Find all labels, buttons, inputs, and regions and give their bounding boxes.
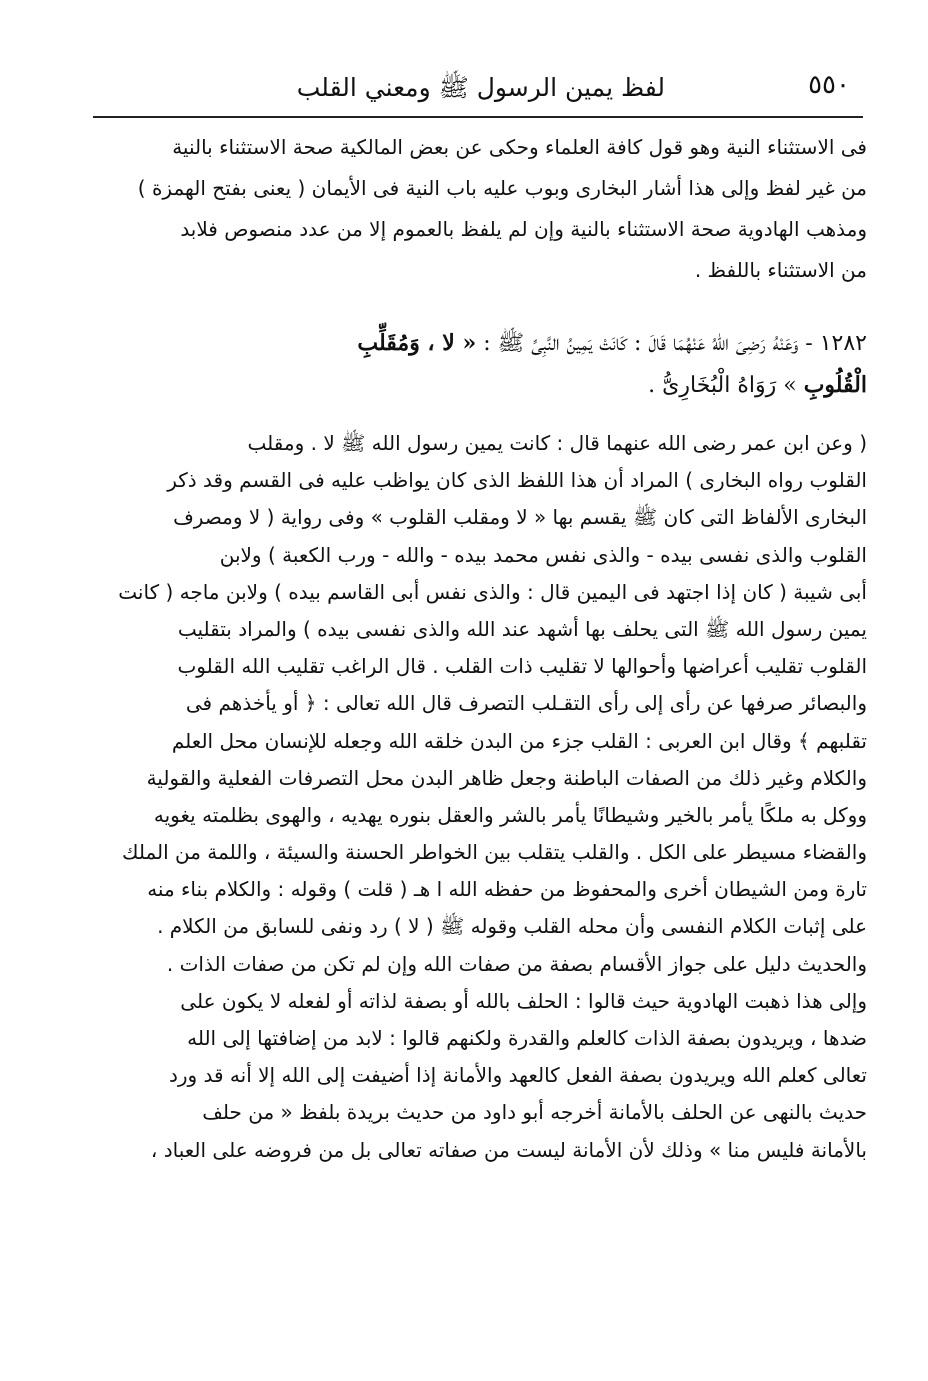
text-line: القلوب تقليب أعراضها وأحوالها لا تقليب ذات القلب . قال الراغب تقليب الله القلوب (177, 654, 867, 679)
text-line: ضدها ، ويريدون بصفة الذات كالعلم والقدرة ولكنهم قالوا : لابد من إضافتها إلى الله (187, 1026, 867, 1050)
text-line: يمين رسول الله ﷺ التى يحلف بها أشهد عند الله والذى نفسى بيده ) والمراد بتقليب (177, 616, 867, 641)
text-line: ( وعن ابن عمر رضى الله عنهما قال : كانت يمين رسول الله ﷺ لا . ومقلب (247, 431, 867, 455)
hadith-quote-part1: « لا ، وَمُقَلِّبِ (357, 330, 477, 356)
text-line: القلوب رواه البخارى ) المراد أن هذا اللفظ الذى كان يواظب عليه فى القسم وقد ذكر (167, 468, 867, 493)
intro-paragraph (95, 127, 867, 291)
commentary-paragraph (95, 425, 867, 1169)
text-line: أبى شيبة ( كان إذا اجتهد فى اليمين قال : والذى نفس أبى القاسم بيده ) ولابن ماجه ( كانت (118, 579, 867, 604)
hadith-line (95, 364, 867, 406)
text-line: على إثبات الكلام النفسى وأن محله القلب وقوله ﷺ ( لا ) رد ونفى للسابق من الكلام . (157, 914, 867, 939)
running-title: لفظ يمين الرسول ﷺ ومعني القلب (296, 73, 665, 102)
hadith-text (95, 322, 867, 406)
text-line: والحديث دليل على جواز الأقسام بصفة من صفات الله وإن لم تكن من صفات الذات . (166, 951, 867, 976)
text-line: القلوب والذى نفسى بيده - والذى نفس محمد بيده - والله - ورب الكعبة ) ولابن (219, 542, 867, 567)
text-line: البخارى الألفاظ التى كان ﷺ يقسم بها « لا ومقلب القلوب » وفى رواية ( لا ومصرف (173, 505, 867, 530)
text-line: وإلى هذا ذهبت الهادوية حيث قالوا : الحلف بالله أو بصفة لذاته أو لفعله لا يكون على (180, 988, 867, 1013)
text-line: حديث بالنهى عن الحلف بالأمانة أخرجه أبو داود من حديث بريدة بلفظ « من حلف (202, 1100, 867, 1125)
header-divider (93, 116, 863, 118)
text-line: بالأمانة فليس منا » وذلك لأن الأمانة ليست من صفاته تعالى بل من فروضه على العباد ، (150, 1137, 867, 1162)
text-line: ووكل به ملكًا يأمر بالخير وشيطانًا يأمر بالشر والعقل بنوره يهديه ، والهوى بظلمته يغويه (153, 802, 867, 827)
text-line: والقضاء مسيطر على الكل . والقلب يتقلب بين الخواطر الحسنة والسيئة ، واللمة من الملك (121, 840, 867, 865)
text-line: تقلبهم ﴾ وقال ابن العربى : القلب جزء من البدن خلقه الله وجعله للإنسان محل العلم (171, 728, 867, 753)
page-header (90, 62, 860, 112)
text-line: فى الاستثناء النية وهو قول كافة العلماء وحكى عن بعض المالكية صحة الاستثناء بالنية (172, 135, 867, 159)
text-line: من الاستثناء باللفظ . (694, 258, 867, 282)
hadith-source: » رَوَاهُ الْبُخَارِىُّ . (648, 373, 797, 398)
text-line: تعالى كعلم الله ويريدون بصفة الفعل كالعهد والأمانة إذا أضيفت إلى الله إلا أنه قد ورد (168, 1063, 867, 1088)
hadith-quote-part2: الْقُلُوبِ (803, 372, 867, 398)
text-line: من غير لفظ وإلى هذا أشار البخارى وبوب عليه باب النية فى الأيمان ( يعنى بفتح الهمزة ) (137, 176, 867, 200)
hadith-line (95, 322, 867, 364)
text-line: ومذهب الهادوية صحة الاستثناء بالنية وإن لم يلفظ بالعموم إلا من عدد منصوص فلابد (180, 217, 867, 241)
hadith-narration: ١٢٨٢ - وَعَنْهُ رَضِىَ اللهُ عَنْهُمَا قَالَ : كَانَتْ يَمِينُ النَّبِىِّ ﷺ : (483, 331, 867, 356)
page-number: ٥٥٠ (808, 70, 850, 100)
text-line: تارة ومن الشيطان أخرى والمحفوظ من حفظه الله ا هـ ( قلت ) وقوله : والكلام بناء منه (147, 877, 867, 902)
text-line: والبصائر صرفها عن رأى إلى رأى التقـلب التصرف قال الله تعالى : ﴿ أو يأخذهم فى (185, 691, 867, 716)
text-line: والكلام وغير ذلك من الصفات الباطنة وجعل ظاهر البدن محل التصرفات الفعلية والقولية (146, 765, 867, 790)
